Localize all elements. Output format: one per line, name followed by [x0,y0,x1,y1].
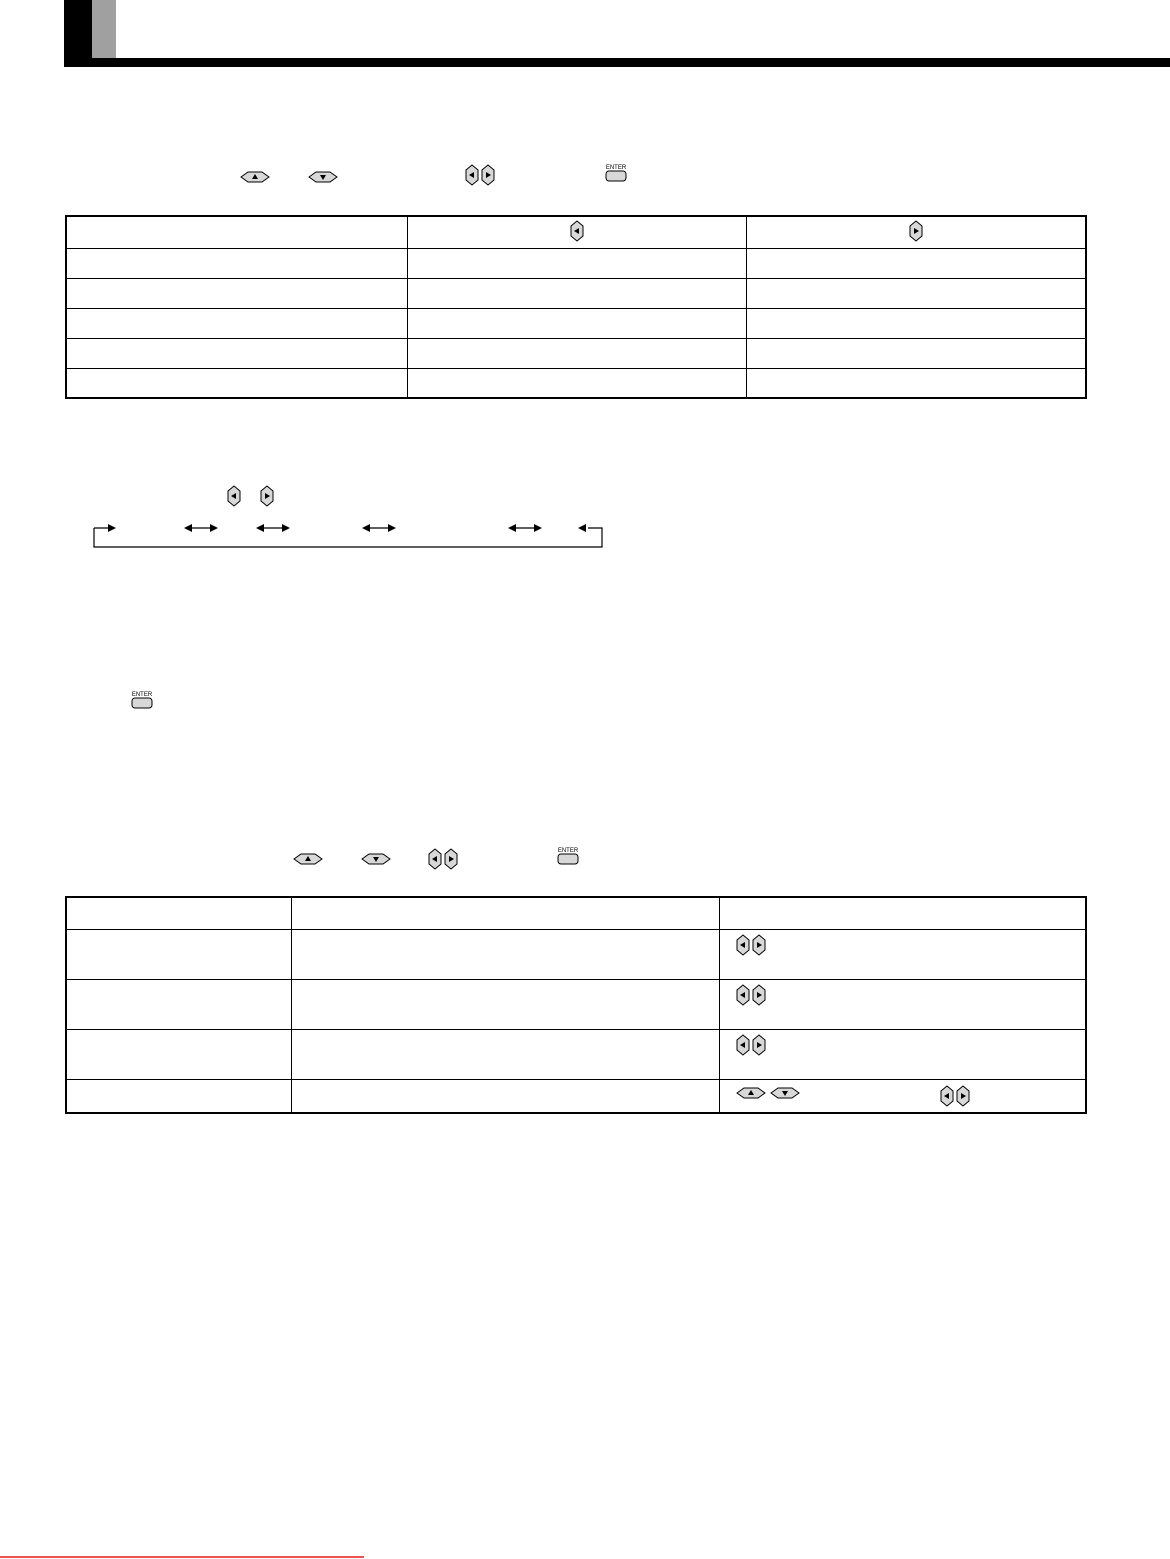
footer-rule [0,1556,364,1558]
up-key-icon [736,1087,766,1099]
table-cell [407,338,746,368]
up-key-icon [240,171,270,183]
down-key-icon [308,171,338,183]
table-cell [291,1079,719,1113]
table-header-cell [66,216,407,248]
table-cell [291,1029,719,1079]
table-cell [66,248,407,278]
table-row [66,338,1086,368]
table-cell [746,338,1086,368]
table-cell [66,308,407,338]
up-key-icon [293,853,323,865]
settings-table-2 [65,896,1087,1114]
table-row [66,368,1086,398]
table-cell [407,278,746,308]
double-arrow-icon [256,524,290,532]
left-key-icon [227,485,241,507]
left-key-icon [465,164,479,186]
table-header-cell [719,897,1086,929]
header-block-black [64,0,92,58]
double-arrow-icon [508,524,542,532]
down-key-icon [361,853,391,865]
header-block-gray [92,0,116,58]
right-key-icon [260,485,274,507]
double-arrow-icon [362,524,396,532]
table-cell [746,308,1086,338]
header-rule [64,58,1170,67]
svg-text:ENTER: ENTER [131,692,153,698]
table-cell [66,278,407,308]
table-row [66,248,1086,278]
table-cell [66,1029,291,1079]
right-key-icon [481,164,495,186]
table-cell [407,308,746,338]
table-row [66,308,1086,338]
table-row [66,979,1086,1029]
table-cell [66,929,291,979]
arrow-right-icon [108,524,116,532]
enter-key-icon [605,163,627,183]
arrow-left-icon [578,524,586,532]
right-key-icon [956,1085,970,1107]
table-header-cell [291,897,719,929]
table-cell [66,338,407,368]
enter-key-icon [131,690,153,710]
table-row [66,1079,1086,1113]
table-cell [746,278,1086,308]
table-cell-keys [719,979,1086,1029]
svg-text:ENTER: ENTER [605,165,627,171]
table-cell [407,368,746,398]
cycle-diagram [88,518,608,552]
right-key-icon [752,1034,766,1056]
table-cell [291,929,719,979]
table-header-row [66,897,1086,929]
left-key-icon [736,934,750,956]
down-key-icon [770,1087,800,1099]
right-key-icon [909,220,923,242]
table-cell [291,979,719,1029]
table-header-cell [66,897,291,929]
table-cell [746,368,1086,398]
table-row [66,278,1086,308]
table-cell-keys [719,1029,1086,1079]
table-cell-keys [719,1079,1086,1113]
table-cell-keys [719,929,1086,979]
right-key-icon [752,934,766,956]
enter-key-icon [557,846,579,866]
table-header-row [66,216,1086,248]
table-header-cell [746,216,1086,248]
table-row [66,1029,1086,1079]
table-cell [66,368,407,398]
settings-table-1 [65,215,1087,399]
table-cell [66,1079,291,1113]
left-key-icon [736,1034,750,1056]
right-key-icon [752,984,766,1006]
table-cell [66,979,291,1029]
left-key-icon [570,220,584,242]
double-arrow-icon [184,524,218,532]
left-key-icon [428,848,442,870]
svg-text:ENTER: ENTER [557,848,579,854]
left-key-icon [736,984,750,1006]
table-row [66,929,1086,979]
table-cell [407,248,746,278]
table-cell [746,248,1086,278]
left-key-icon [940,1085,954,1107]
table-header-cell [407,216,746,248]
right-key-icon [444,848,458,870]
